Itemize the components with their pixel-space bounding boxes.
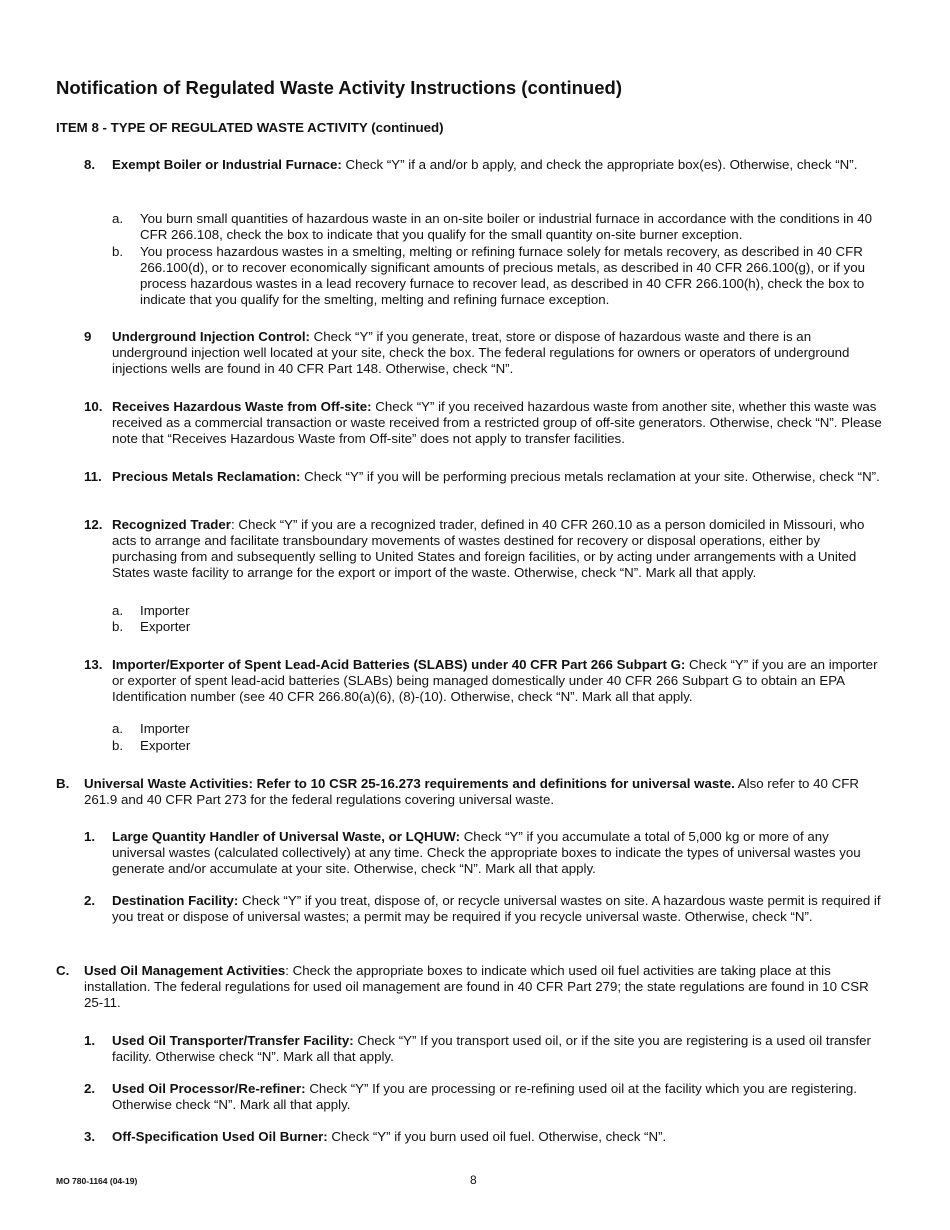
form-code: MO 780-1164 (04-19)	[56, 1176, 138, 1186]
item-b1-text	[112, 829, 882, 877]
item-9-number: 9	[84, 329, 92, 344]
item-c1-body: Check “Y” If you transport used oil, or if the site you are registering is a used oil transfer facility. Otherwise check “N”. Mark all that apply.	[112, 1033, 871, 1064]
item-13-body: Check “Y” if you are an importer or exporter of spent lead-acid batteries (SLABs) being managed domestically under 40 CFR 266 Subpart G to obtain an EPA Identification number (see 40 CFR 266.80(a)(6), (8)-(10). Otherwise, check “N”. Mark all that apply.	[112, 657, 878, 704]
item-11-heading: Precious Metals Reclamation:	[112, 469, 301, 484]
item-c1-text	[112, 1033, 882, 1065]
section-b-letter: B.	[56, 776, 70, 791]
item-8-text	[112, 157, 882, 173]
item-13a-text: Importer	[140, 721, 190, 736]
item-b2-body: Check “Y” if you treat, dispose of, or recycle universal wastes on site. A hazardous waste permit is required if you treat or dispose of universal wastes; a permit may be required if you recycle universal waste. Otherwise, check “N”.	[112, 893, 881, 924]
item-8-number: 8.	[84, 157, 96, 172]
section-c-heading: Used Oil Management Activities	[84, 963, 286, 978]
item-9-body: Check “Y” if you generate, treat, store or dispose of hazardous waste and there is an underground injection well located at your site, check the box. The federal regulations for owners or operators of underground injections wells are found in 40 CFR Part 148. Otherwise, check “N”.	[112, 329, 850, 376]
item-12-number: 12.	[84, 517, 103, 532]
page-number: 8	[470, 1173, 477, 1187]
item-12-heading: Recognized Trader	[112, 517, 231, 532]
item-b1-heading: Large Quantity Handler of Universal Waste, or LQHUW:	[112, 829, 460, 844]
item-13b-text: Exporter	[140, 738, 191, 753]
item-13-number: 13.	[84, 657, 103, 672]
item-b1-number: 1.	[84, 829, 96, 844]
item-b1-body: Check “Y” if you accumulate a total of 5,000 kg or more of any universal wastes (calculated collectively) at any time. Check the appropriate boxes to indicate the types of universal wastes you generate and/or accumulate at your site. Otherwise, check “N”. Mark all that apply.	[112, 829, 861, 876]
item-10-heading: Receives Hazardous Waste from Off-site:	[112, 399, 372, 414]
item-b2-text	[112, 893, 882, 925]
item-13-text	[112, 657, 882, 705]
item-11-body: Check “Y” if you will be performing precious metals reclamation at your site. Otherwise, check “N”.	[300, 469, 880, 484]
item-c2-body: Check “Y” If you are processing or re-refining used oil at the facility which you are registering. Otherwise check “N”. Mark all that apply.	[112, 1081, 857, 1112]
item-10-body: Check “Y” if you received hazardous waste from another site, whether this waste was received as a commercial transaction or waste received from a restricted group of off-site generators. Otherwise, check “N”. Please note that “Receives Hazardous Waste from Off-site” does not apply to transfer facilities.	[112, 399, 882, 446]
section-c-letter: C.	[56, 963, 70, 978]
item-12b-letter: b.	[112, 619, 124, 634]
section-subheading: ITEM 8 - TYPE OF REGULATED WASTE ACTIVITY (continued)	[56, 120, 444, 135]
item-12-text	[112, 517, 882, 581]
item-9-text	[112, 329, 882, 377]
item-c2-text	[112, 1081, 882, 1113]
item-8a-text: You burn small quantities of hazardous waste in an on-site boiler or industrial furnace in accordance with the conditions in 40 CFR 266.108, check the box to indicate that you qualify for the small quantity on-site burner exception.	[140, 211, 873, 242]
section-c-body: : Check the appropriate boxes to indicate which used oil fuel activities are taking place at this installation. The federal regulations for used oil management are found in 40 CFR Part 279; the state regulations are found in 10 CSR 25-11.	[84, 963, 869, 1010]
item-b2-number: 2.	[84, 893, 96, 908]
item-c2-heading: Used Oil Processor/Re-refiner:	[112, 1081, 306, 1096]
item-11-number: 11.	[84, 469, 102, 484]
section-b-heading: Universal Waste Activities: Refer to 10 CSR 25-16.273 requirements and definitions for universal waste.	[84, 776, 735, 791]
page-title: Notification of Regulated Waste Activity Instructions (continued)	[56, 77, 622, 98]
item-12-body: : Check “Y” if you are a recognized trader, defined in 40 CFR 260.10 as a person domiciled in Missouri, who acts to arrange and facilitate transboundary movements of wastes destined for recovery or disposal operations, either by purchasing from and subsequently selling to United States and foreign facilities, or by acting under arrangements with a United States waste facility to arrange for the export or import of the waste. Otherwise, check “N”. Mark all that apply.	[112, 517, 865, 580]
item-8a-letter: a.	[112, 211, 124, 226]
item-11-text	[112, 469, 882, 485]
item-c3-number: 3.	[84, 1129, 96, 1144]
item-12a-letter: a.	[112, 603, 124, 618]
item-9-heading: Underground Injection Control:	[112, 329, 310, 344]
item-c1-heading: Used Oil Transporter/Transfer Facility:	[112, 1033, 354, 1048]
item-c1-number: 1.	[84, 1033, 96, 1048]
item-8b-letter: b.	[112, 244, 124, 259]
item-12a-text: Importer	[140, 603, 190, 618]
item-c3-text	[112, 1129, 882, 1145]
section-b-text	[84, 776, 884, 808]
item-13b-letter: b.	[112, 738, 124, 753]
item-13-heading: Importer/Exporter of Spent Lead-Acid Batteries (SLABS) under 40 CFR Part 266 Subpart G:	[112, 657, 686, 672]
section-b-body: Also refer to 40 CFR 261.9 and 40 CFR Part 273 for the federal regulations covering universal waste.	[84, 776, 859, 807]
item-c3-body: Check “Y” if you burn used oil fuel. Otherwise, check “N”.	[327, 1129, 667, 1144]
item-8-heading: Exempt Boiler or Industrial Furnace:	[112, 157, 342, 172]
item-10-text	[112, 399, 882, 447]
item-13a-letter: a.	[112, 721, 124, 736]
item-b2-heading: Destination Facility:	[112, 893, 239, 908]
item-c2-number: 2.	[84, 1081, 96, 1096]
item-10-number: 10.	[84, 399, 103, 414]
item-8b-text: You process hazardous wastes in a smelting, melting or refining furnace solely for metals recovery, as described in 40 CFR 266.100(d), or to recover economically significant amounts of precious metals, as described in 40 CFR 266.100(g), or if you process hazardous wastes in a lead recovery furnace to recover lead, as described in 40 CFR 266.100(h), check the box to indicate that you qualify for the smelting, melting and refining furnace exception.	[140, 244, 866, 307]
item-c3-heading: Off-Specification Used Oil Burner:	[112, 1129, 328, 1144]
item-8-body: Check “Y” if a and/or b apply, and check the appropriate box(es). Otherwise, check “N”.	[341, 157, 858, 172]
item-12b-text: Exporter	[140, 619, 191, 634]
section-c-text	[84, 963, 884, 1011]
